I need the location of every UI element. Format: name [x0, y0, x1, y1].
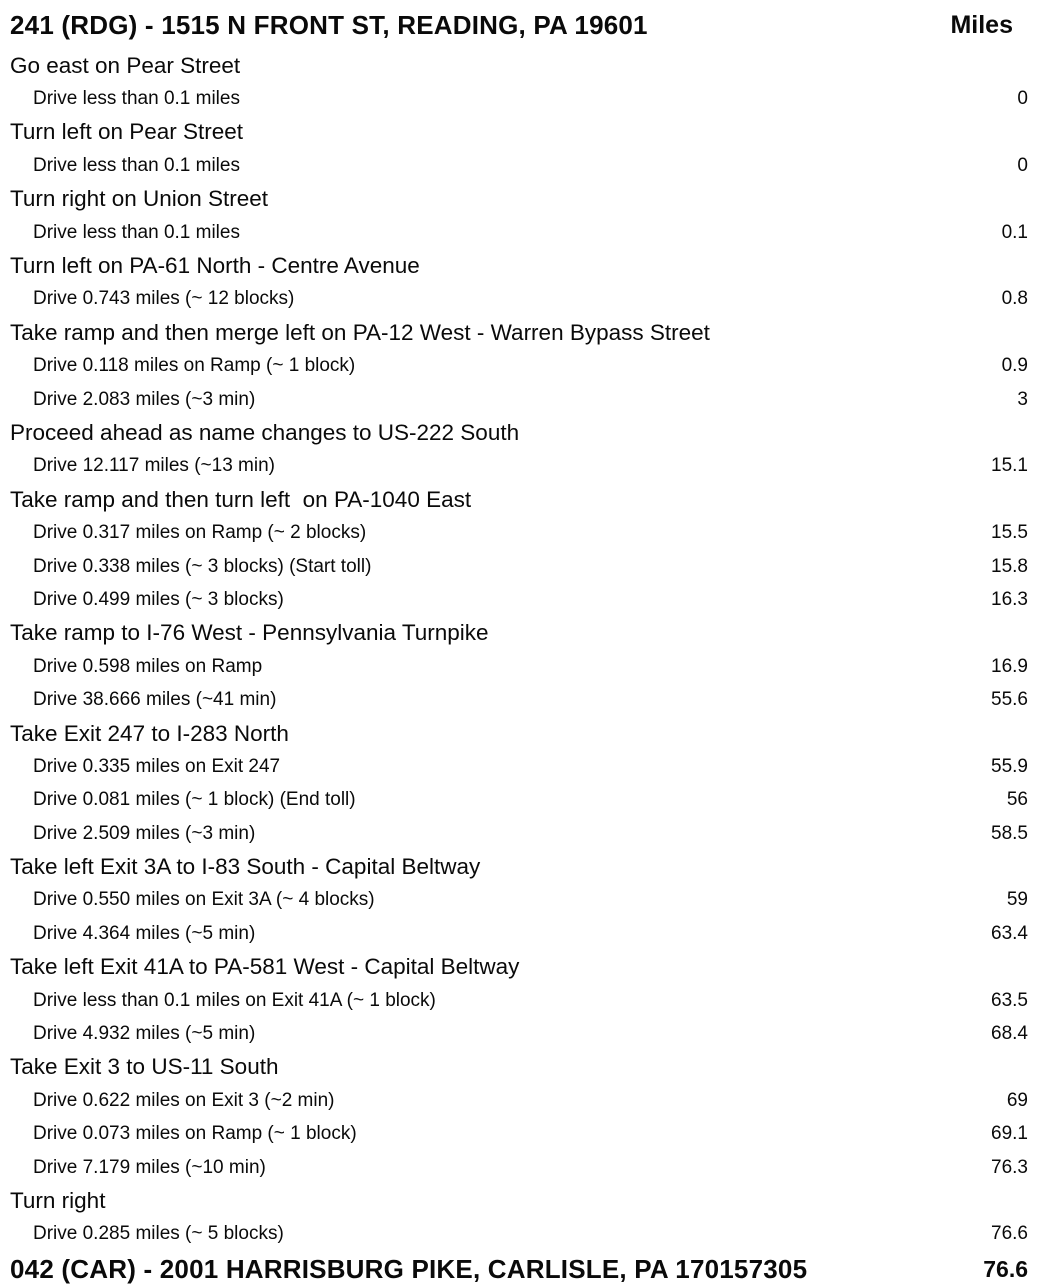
detail-text: Drive 0.081 miles (~ 1 block) (End toll): [33, 789, 356, 811]
destination-title: 042 (CAR) - 2001 HARRISBURG PIKE, CARLISLE, PA 170157305: [10, 1254, 808, 1285]
detail-row: [10, 149, 1028, 182]
detail-text: Drive 2.083 miles (~3 min): [33, 388, 256, 410]
detail-text: Drive 0.743 miles (~ 12 blocks): [33, 288, 295, 310]
detail-row: [10, 917, 1028, 950]
detail-row: [10, 516, 1028, 549]
detail-miles: 56: [1006, 789, 1028, 811]
step-instruction: Take left Exit 3A to I-83 South - Capital Beltway: [10, 854, 481, 880]
directions-footer: [10, 1251, 1028, 1288]
step-instruction: Take left Exit 41A to PA-581 West - Capital Beltway: [10, 954, 520, 980]
step-instruction: Turn right on Union Street: [10, 186, 269, 212]
step-instruction: Turn right: [10, 1187, 106, 1213]
detail-text: Drive 0.338 miles (~ 3 blocks) (Start toll): [33, 555, 372, 577]
steps-list: [10, 49, 1028, 1251]
detail-text: Drive less than 0.1 miles: [33, 221, 240, 243]
detail-row: [10, 750, 1028, 783]
step-instruction: Go east on Pear Street: [10, 52, 241, 78]
detail-row: [10, 1151, 1028, 1184]
detail-miles: 16.9: [991, 655, 1028, 677]
detail-text: Drive 7.179 miles (~10 min): [33, 1156, 266, 1178]
directions-header: [10, 2, 1028, 49]
step-instruction: Take ramp and then turn left on PA-1040 East: [10, 486, 472, 512]
detail-miles: 0: [1017, 88, 1028, 110]
step-row: [10, 717, 1028, 750]
detail-text: Drive 4.364 miles (~5 min): [33, 922, 256, 944]
detail-text: Drive 0.598 miles on Ramp: [33, 655, 263, 677]
detail-row: [10, 817, 1028, 850]
step-instruction: Take Exit 247 to I-283 North: [10, 720, 289, 746]
step-row: [10, 316, 1028, 349]
detail-text: Drive less than 0.1 miles: [33, 154, 240, 176]
step-row: [10, 49, 1028, 82]
step-row: [10, 249, 1028, 282]
detail-row: [10, 82, 1028, 115]
detail-row: [10, 784, 1028, 817]
detail-miles: 3: [1017, 388, 1028, 410]
detail-text: Drive 0.622 miles on Exit 3 (~2 min): [33, 1089, 335, 1111]
detail-miles: 69.1: [991, 1123, 1028, 1145]
detail-miles: 55.9: [991, 755, 1028, 777]
miles-column-header: Miles: [950, 11, 1013, 39]
detail-text: Drive 0.335 miles on Exit 247: [33, 755, 281, 777]
detail-text: Drive 0.285 miles (~ 5 blocks): [33, 1223, 284, 1245]
step-row: [10, 183, 1028, 216]
step-row: [10, 116, 1028, 149]
detail-row: [10, 650, 1028, 683]
detail-row: [10, 583, 1028, 616]
step-instruction: Turn left on PA-61 North - Centre Avenue: [10, 253, 420, 279]
detail-text: Drive less than 0.1 miles: [33, 88, 240, 110]
detail-row: [10, 216, 1028, 249]
detail-row: [10, 383, 1028, 416]
step-row: [10, 416, 1028, 449]
detail-text: Drive 0.317 miles on Ramp (~ 2 blocks): [33, 522, 367, 544]
detail-miles: 0.9: [1001, 355, 1028, 377]
detail-row: [10, 1017, 1028, 1050]
detail-text: Drive 38.666 miles (~41 min): [33, 689, 277, 711]
detail-text: Drive 0.550 miles on Exit 3A (~ 4 blocks): [33, 889, 375, 911]
detail-row: [10, 984, 1028, 1017]
step-instruction: Turn left on Pear Street: [10, 119, 244, 145]
detail-row: [10, 884, 1028, 917]
detail-miles: 0.8: [1001, 288, 1028, 310]
step-instruction: Take Exit 3 to US-11 South: [10, 1054, 279, 1080]
origin-title: 241 (RDG) - 1515 N FRONT ST, READING, PA 19601: [10, 10, 648, 40]
detail-row: [10, 283, 1028, 316]
detail-text: Drive 0.073 miles on Ramp (~ 1 block): [33, 1123, 357, 1145]
detail-row: [10, 350, 1028, 383]
step-instruction: Take ramp and then merge left on PA-12 West - Warren Bypass Street: [10, 319, 710, 345]
detail-row: [10, 550, 1028, 583]
step-row: [10, 951, 1028, 984]
detail-miles: 63.5: [991, 989, 1028, 1011]
detail-miles: 0: [1017, 154, 1028, 176]
detail-miles: 69: [1006, 1089, 1028, 1111]
step-row: [10, 483, 1028, 516]
detail-row: [10, 1084, 1028, 1117]
detail-text: Drive 4.932 miles (~5 min): [33, 1023, 256, 1045]
detail-text: Drive 0.118 miles on Ramp (~ 1 block): [33, 355, 356, 377]
detail-miles: 59: [1006, 889, 1028, 911]
detail-miles: 0.1: [1001, 221, 1028, 243]
detail-text: Drive 12.117 miles (~13 min): [33, 455, 275, 477]
detail-row: [10, 683, 1028, 716]
detail-miles: 76.3: [991, 1156, 1028, 1178]
detail-text: Drive less than 0.1 miles on Exit 41A (~ 1 block): [33, 989, 436, 1011]
detail-miles: 58.5: [991, 822, 1028, 844]
detail-row: [10, 450, 1028, 483]
detail-miles: 15.1: [991, 455, 1028, 477]
detail-miles: 15.5: [991, 522, 1028, 544]
destination-miles: 76.6: [983, 1256, 1028, 1283]
detail-row: [10, 1118, 1028, 1151]
step-instruction: Proceed ahead as name changes to US-222 South: [10, 419, 520, 445]
detail-miles: 76.6: [991, 1223, 1028, 1245]
detail-miles: 16.3: [991, 588, 1028, 610]
detail-row: [10, 1218, 1028, 1251]
step-row: [10, 850, 1028, 883]
step-instruction: Take ramp to I-76 West - Pennsylvania Turnpike: [10, 620, 489, 646]
detail-text: Drive 0.499 miles (~ 3 blocks): [33, 588, 284, 610]
detail-text: Drive 2.509 miles (~3 min): [33, 822, 256, 844]
detail-miles: 15.8: [991, 555, 1028, 577]
step-row: [10, 1184, 1028, 1217]
detail-miles: 55.6: [991, 689, 1028, 711]
detail-miles: 63.4: [991, 922, 1028, 944]
step-row: [10, 1051, 1028, 1084]
step-row: [10, 617, 1028, 650]
detail-miles: 68.4: [991, 1023, 1028, 1045]
